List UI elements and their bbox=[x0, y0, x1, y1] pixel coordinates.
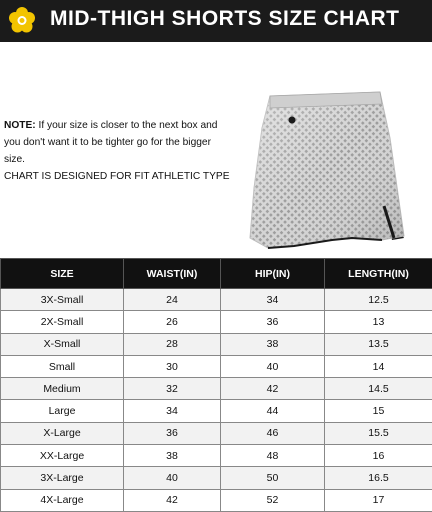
cell-length: 13.5 bbox=[325, 333, 432, 355]
cell-hip: 34 bbox=[221, 289, 325, 311]
cell-waist: 38 bbox=[124, 445, 221, 467]
cell-waist: 30 bbox=[124, 355, 221, 377]
cell-length: 13 bbox=[325, 311, 432, 333]
note-line-2: you don't want it to be tighter go for the bigger bbox=[4, 134, 239, 151]
cell-hip: 50 bbox=[221, 467, 325, 489]
table-row bbox=[1, 422, 432, 444]
header-waist: WAIST(IN) bbox=[124, 259, 221, 289]
cell-length: 15 bbox=[325, 400, 432, 422]
cell-size: Large bbox=[1, 400, 124, 422]
header-hip: HIP(IN) bbox=[221, 259, 325, 289]
cell-length: 17 bbox=[325, 489, 432, 511]
cell-length: 16.5 bbox=[325, 467, 432, 489]
cell-waist: 36 bbox=[124, 422, 221, 444]
cell-hip: 46 bbox=[221, 422, 325, 444]
cell-waist: 28 bbox=[124, 333, 221, 355]
cell-size: 2X-Small bbox=[1, 311, 124, 333]
note-line-3: size. bbox=[4, 151, 239, 168]
header-size: SIZE bbox=[1, 259, 124, 289]
cell-hip: 36 bbox=[221, 311, 325, 333]
table-row bbox=[1, 467, 432, 489]
cell-length: 12.5 bbox=[325, 289, 432, 311]
table-row bbox=[1, 289, 432, 311]
cell-length: 16 bbox=[325, 445, 432, 467]
cell-hip: 52 bbox=[221, 489, 325, 511]
cell-size: 3X-Small bbox=[1, 289, 124, 311]
header-length: LENGTH(IN) bbox=[325, 259, 432, 289]
table-row bbox=[1, 489, 432, 511]
table-header-row bbox=[1, 259, 432, 289]
cell-size: X-Small bbox=[1, 333, 124, 355]
size-note bbox=[4, 117, 239, 185]
size-table bbox=[0, 258, 432, 512]
cell-size: Small bbox=[1, 355, 124, 377]
cell-hip: 42 bbox=[221, 378, 325, 400]
cell-hip: 44 bbox=[221, 400, 325, 422]
cell-size: 3X-Large bbox=[1, 467, 124, 489]
note-line-1 bbox=[4, 117, 239, 134]
cell-length: 14.5 bbox=[325, 378, 432, 400]
cell-hip: 48 bbox=[221, 445, 325, 467]
cell-size: XX-Large bbox=[1, 445, 124, 467]
table-row bbox=[1, 355, 432, 377]
shorts-product-image bbox=[232, 88, 408, 252]
cell-size: X-Large bbox=[1, 422, 124, 444]
table-row bbox=[1, 378, 432, 400]
flower-logo-icon bbox=[7, 5, 37, 35]
cell-length: 15.5 bbox=[325, 422, 432, 444]
table-row bbox=[1, 333, 432, 355]
cell-size: 4X-Large bbox=[1, 489, 124, 511]
note-line-4: CHART IS DESIGNED FOR FIT ATHLETIC TYPE bbox=[4, 168, 239, 185]
cell-waist: 26 bbox=[124, 311, 221, 333]
table-row bbox=[1, 400, 432, 422]
cell-length: 14 bbox=[325, 355, 432, 377]
cell-waist: 24 bbox=[124, 289, 221, 311]
table-row bbox=[1, 311, 432, 333]
table-row bbox=[1, 445, 432, 467]
cell-size: Medium bbox=[1, 378, 124, 400]
cell-hip: 38 bbox=[221, 333, 325, 355]
note-text-1: If your size is closer to the next box and bbox=[36, 120, 218, 131]
cell-hip: 40 bbox=[221, 355, 325, 377]
cell-waist: 40 bbox=[124, 467, 221, 489]
note-label: NOTE: bbox=[4, 120, 36, 131]
cell-waist: 34 bbox=[124, 400, 221, 422]
cell-waist: 42 bbox=[124, 489, 221, 511]
header-bar bbox=[0, 0, 432, 42]
cell-waist: 32 bbox=[124, 378, 221, 400]
page-title: MID-THIGH SHORTS SIZE CHART bbox=[50, 7, 400, 31]
